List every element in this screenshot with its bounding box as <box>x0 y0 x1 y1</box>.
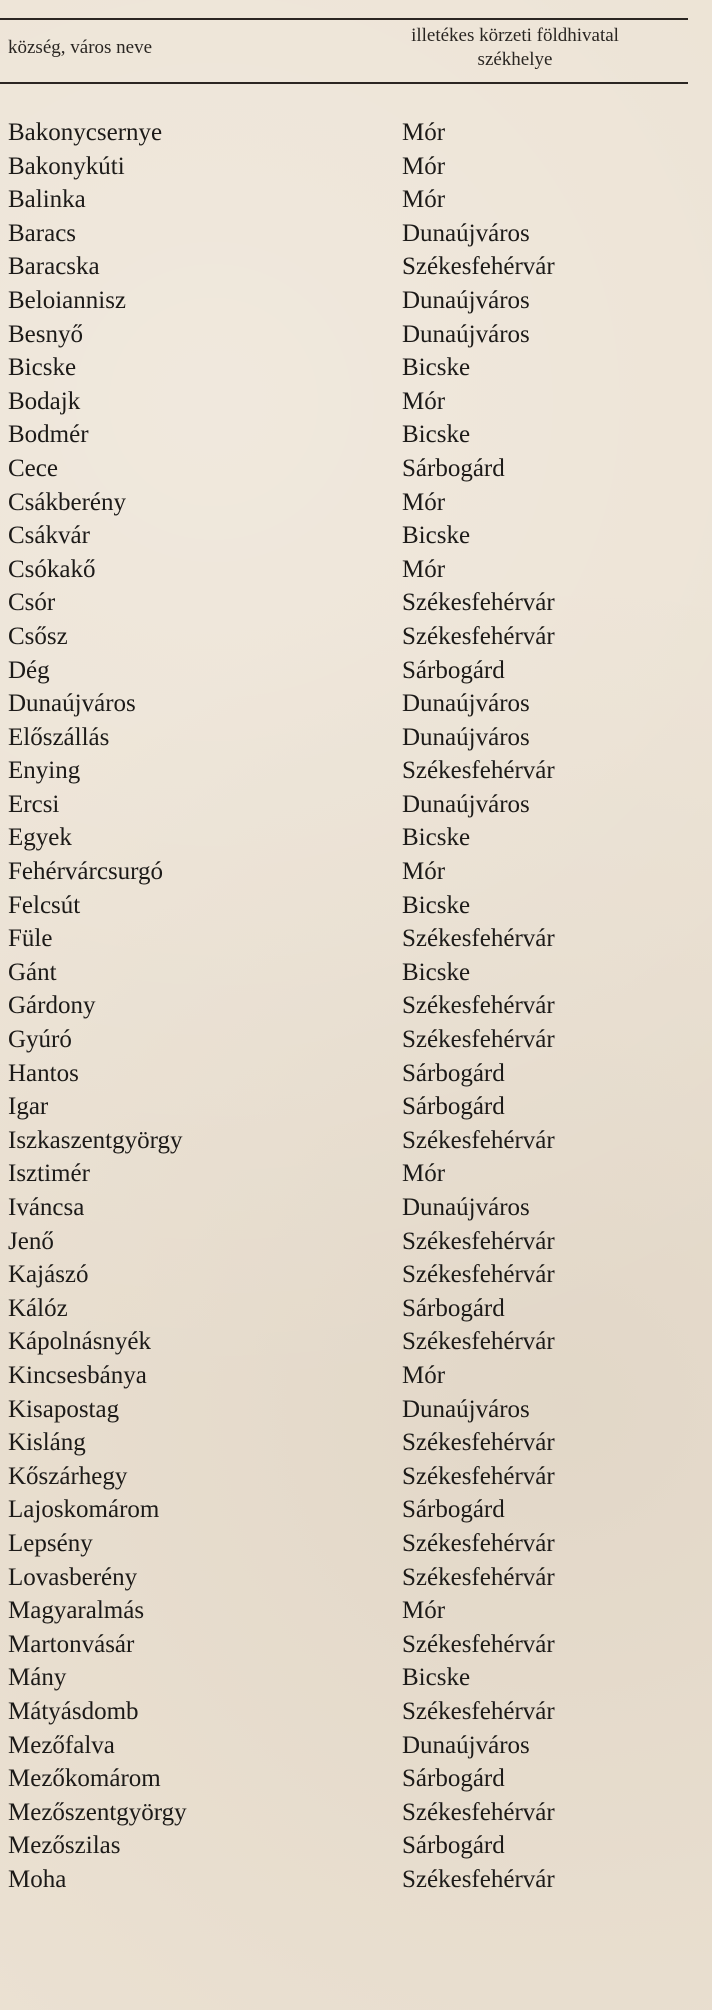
table-row <box>0 217 712 251</box>
land-office-seat: Sárbogárd <box>402 1765 505 1793</box>
municipality-name: Egyek <box>8 824 72 852</box>
municipality-name: Mezőszentgyörgy <box>8 1798 187 1826</box>
municipality-name: Cece <box>8 454 58 482</box>
municipality-name: Csákvár <box>8 522 90 550</box>
table-row <box>0 183 712 217</box>
municipality-name: Martonvásár <box>8 1630 135 1658</box>
municipality-name: Kőszárhegy <box>8 1462 128 1490</box>
table-row <box>0 1493 712 1527</box>
table-row <box>0 1661 712 1695</box>
municipality-name: Csókakő <box>8 555 96 583</box>
land-office-seat: Bicske <box>402 1664 471 1692</box>
table-row <box>0 821 712 855</box>
table-row <box>0 1359 712 1393</box>
land-office-seat: Mór <box>402 387 446 415</box>
municipality-name: Bakonykúti <box>8 152 125 180</box>
land-office-seat: Dunaújváros <box>402 1395 530 1423</box>
table-row <box>0 1393 712 1427</box>
municipality-name: Ercsi <box>8 790 60 818</box>
table-row <box>0 1057 712 1091</box>
table-row <box>0 1090 712 1124</box>
table-row <box>0 418 712 452</box>
top-rule <box>0 18 688 20</box>
land-office-seat: Székesfehérvár <box>402 622 555 650</box>
land-office-seat: Székesfehérvár <box>402 1462 555 1490</box>
municipality-name: Bicske <box>8 354 77 382</box>
header-rule <box>0 82 688 84</box>
table-row <box>0 855 712 889</box>
municipality-name: Moha <box>8 1865 67 1893</box>
land-office-seat: Sárbogárd <box>402 1496 505 1524</box>
municipality-name: Bodmér <box>8 421 89 449</box>
municipality-name: Felcsút <box>8 891 81 919</box>
land-office-seat: Székesfehérvár <box>402 1026 555 1054</box>
table-row <box>0 1527 712 1561</box>
table-row <box>0 1796 712 1830</box>
table-row <box>0 150 712 184</box>
municipality-name: Kajászó <box>8 1261 89 1289</box>
land-office-seat: Székesfehérvár <box>402 1261 555 1289</box>
land-office-seat: Dunaújváros <box>402 723 530 751</box>
table-row <box>0 553 712 587</box>
table-row <box>0 1191 712 1225</box>
land-office-seat: Dunaújváros <box>402 1731 530 1759</box>
land-office-seat: Székesfehérvár <box>402 992 555 1020</box>
land-office-seat: Mór <box>402 488 446 516</box>
land-office-seat: Dunaújváros <box>402 690 530 718</box>
table-row <box>0 284 712 318</box>
table-row <box>0 1124 712 1158</box>
municipality-name: Balinka <box>8 186 86 214</box>
land-office-seat: Dunaújváros <box>402 219 530 247</box>
municipality-name: Dég <box>8 656 50 684</box>
municipality-name: Fehérvárcsurgó <box>8 858 164 886</box>
land-office-seat: Bicske <box>402 354 471 382</box>
municipality-name: Besnyő <box>8 320 83 348</box>
land-office-seat: Dunaújváros <box>402 320 530 348</box>
land-office-seat: Mór <box>402 858 446 886</box>
municipality-name: Füle <box>8 925 53 953</box>
table-row <box>0 351 712 385</box>
table-row <box>0 1460 712 1494</box>
municipality-name: Lovasberény <box>8 1563 138 1591</box>
municipality-name: Igar <box>8 1093 49 1121</box>
municipality-name: Isztimér <box>8 1160 90 1188</box>
land-office-seat: Sárbogárd <box>402 1093 505 1121</box>
land-office-seat: Bicske <box>402 421 471 449</box>
table-row <box>0 989 712 1023</box>
municipality-name: Enying <box>8 757 81 785</box>
land-office-seat: Székesfehérvár <box>402 589 555 617</box>
table-row <box>0 1762 712 1796</box>
land-office-seat: Mór <box>402 119 446 146</box>
table-row <box>0 486 712 520</box>
municipality-name: Csősz <box>8 622 68 650</box>
table-row <box>0 1561 712 1595</box>
land-office-seat: Mór <box>402 152 446 180</box>
municipality-name: Iváncsa <box>8 1194 85 1221</box>
land-office-seat: Székesfehérvár <box>402 757 555 785</box>
municipality-name: Mezőszilas <box>8 1832 121 1860</box>
land-office-seat: Sárbogárd <box>402 656 505 684</box>
land-office-seat: Sárbogárd <box>402 1832 505 1860</box>
table-row <box>0 1829 712 1863</box>
land-office-seat: Mór <box>402 1361 446 1389</box>
municipality-name: Mátyásdomb <box>8 1697 139 1725</box>
table-row <box>0 922 712 956</box>
table-row <box>0 1023 712 1057</box>
table-row <box>0 1258 712 1292</box>
land-office-seat: Dunaújváros <box>402 790 530 818</box>
table-row <box>0 1594 712 1628</box>
table-row <box>0 1292 712 1326</box>
table-row <box>0 1157 712 1191</box>
land-office-seat: Székesfehérvár <box>402 1697 555 1725</box>
land-office-seat: Székesfehérvár <box>402 1227 555 1255</box>
land-office-seat: Sárbogárd <box>402 1294 505 1322</box>
municipality-name: Kisapostag <box>8 1395 120 1423</box>
land-office-seat: Mór <box>402 186 446 214</box>
municipality-name: Mezőfalva <box>8 1731 115 1759</box>
municipality-name: Előszállás <box>8 723 110 751</box>
municipality-name: Csór <box>8 589 56 617</box>
municipality-name: Csákberény <box>8 488 127 516</box>
table-row <box>0 1863 712 1897</box>
municipality-name: Mezőkomárom <box>8 1765 161 1793</box>
municipality-name: Gánt <box>8 958 57 986</box>
table-row <box>0 721 712 755</box>
municipality-name: Magyaralmás <box>8 1597 145 1625</box>
table-row <box>0 586 712 620</box>
table-row <box>0 1628 712 1662</box>
municipality-name: Baracska <box>8 253 100 281</box>
land-office-seat: Bicske <box>402 958 471 986</box>
column-header-land-office-line1: illetékes körzeti földhivatal <box>411 25 619 46</box>
municipality-name: Bakonycsernye <box>8 119 163 146</box>
table-row <box>0 1225 712 1259</box>
municipality-name: Mány <box>8 1664 67 1692</box>
table-row <box>0 687 712 721</box>
land-office-seat: Dunaújváros <box>402 1194 530 1221</box>
municipality-name: Kincsesbánya <box>8 1361 147 1389</box>
municipality-name: Lepsény <box>8 1529 93 1557</box>
table-row <box>0 519 712 553</box>
table-row <box>0 385 712 419</box>
land-office-seat: Sárbogárd <box>402 454 505 482</box>
column-header-municipality: község, város neve <box>8 37 153 58</box>
land-office-seat: Székesfehérvár <box>402 925 555 953</box>
land-office-seat: Mór <box>402 1160 446 1188</box>
table-row <box>0 1426 712 1460</box>
land-office-seat: Székesfehérvár <box>402 1630 555 1658</box>
land-office-seat: Bicske <box>402 522 471 550</box>
land-office-seat: Mór <box>402 555 446 583</box>
municipality-name: Gyúró <box>8 1026 72 1054</box>
municipality-table <box>0 116 712 1896</box>
municipality-name: Kálóz <box>8 1294 68 1322</box>
land-office-seat: Székesfehérvár <box>402 1798 555 1826</box>
land-office-seat: Székesfehérvár <box>402 1429 555 1457</box>
land-office-seat: Székesfehérvár <box>402 1529 555 1557</box>
municipality-name: Hantos <box>8 1059 79 1087</box>
table-row <box>0 889 712 923</box>
municipality-name: Beloiannisz <box>8 286 127 314</box>
land-office-seat: Dunaújváros <box>402 286 530 314</box>
municipality-name: Kápolnásnyék <box>8 1328 152 1356</box>
table-row <box>0 620 712 654</box>
land-office-seat: Bicske <box>402 824 471 852</box>
land-office-seat: Székesfehérvár <box>402 253 555 281</box>
table-row <box>0 1729 712 1763</box>
table-row <box>0 452 712 486</box>
land-office-seat: Székesfehérvár <box>402 1328 555 1356</box>
municipality-name: Baracs <box>8 219 77 247</box>
table-row <box>0 956 712 990</box>
table-row <box>0 788 712 822</box>
municipality-name: Dunaújváros <box>8 690 136 718</box>
table-row <box>0 318 712 352</box>
municipality-name: Lajoskomárom <box>8 1496 160 1524</box>
table-row <box>0 1325 712 1359</box>
table-row <box>0 654 712 688</box>
land-office-seat: Székesfehérvár <box>402 1865 555 1893</box>
land-office-seat: Székesfehérvár <box>402 1563 555 1591</box>
municipality-name: Gárdony <box>8 992 96 1020</box>
municipality-name: Jenő <box>8 1227 54 1255</box>
municipality-name: Kisláng <box>8 1429 86 1457</box>
land-office-seat: Mór <box>402 1597 446 1625</box>
land-office-seat: Székesfehérvár <box>402 1126 555 1154</box>
column-header-land-office <box>370 24 660 72</box>
land-office-seat: Bicske <box>402 891 471 919</box>
table-row <box>0 250 712 284</box>
municipality-name: Bodajk <box>8 387 81 415</box>
column-header-land-office-line2: székhelye <box>477 49 553 70</box>
municipality-name: Iszkaszentgyörgy <box>8 1126 183 1154</box>
table-row <box>0 116 712 150</box>
land-office-seat: Sárbogárd <box>402 1059 505 1087</box>
table-row <box>0 1695 712 1729</box>
table-row <box>0 754 712 788</box>
